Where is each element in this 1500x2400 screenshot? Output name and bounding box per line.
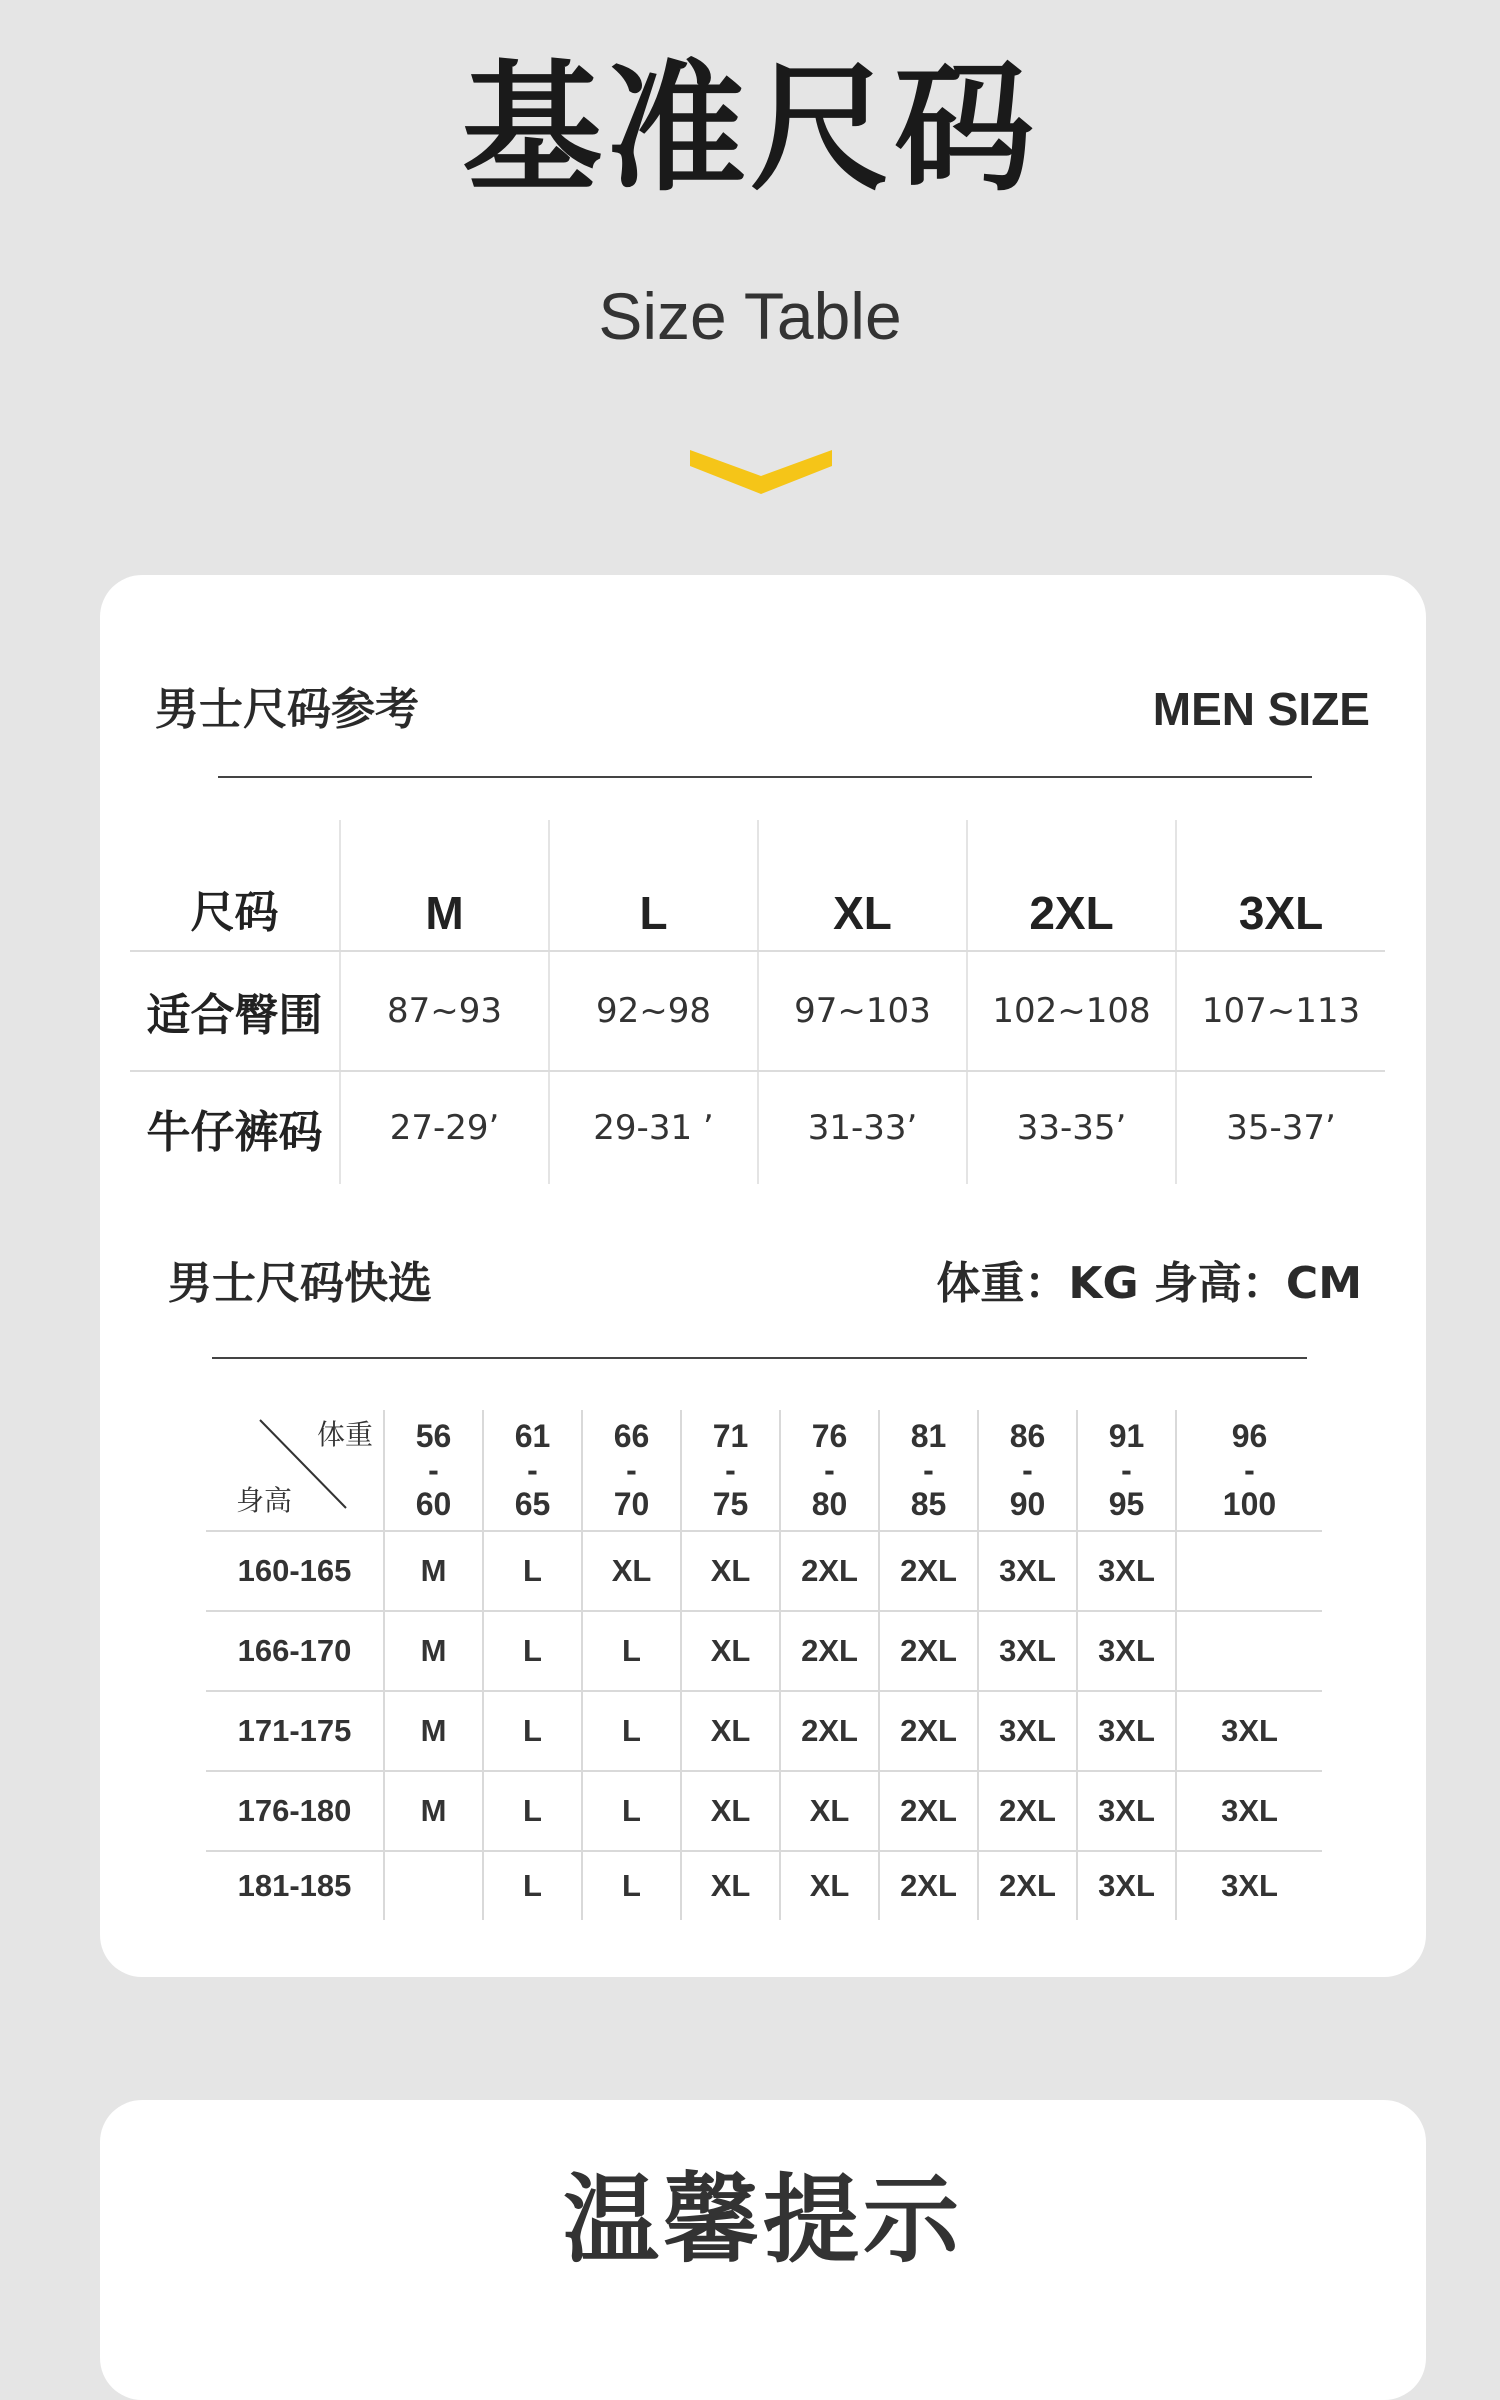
weight-range-header: 71 - 75: [681, 1410, 780, 1531]
size-cell: 2XL: [879, 1851, 978, 1920]
table-row: [206, 1851, 1322, 1920]
units-label: 体重：KG 身高：CM: [936, 1258, 1362, 1309]
quick-select-title: 男士尺码快选: [168, 1258, 432, 1309]
men-size-title-en: MEN SIZE: [1152, 683, 1370, 735]
weight-range-header: 56 - 60: [384, 1410, 483, 1531]
tips-title: 温馨提示: [563, 2164, 963, 2276]
size-cell: 3XL: [1077, 1531, 1176, 1611]
size-cell: L: [483, 1851, 582, 1920]
size-cell: 3XL: [1077, 1771, 1176, 1851]
size-cell: XL: [780, 1851, 879, 1920]
height-range: 166-170: [206, 1611, 384, 1691]
corner-cell: [206, 1410, 384, 1531]
size-cell: 2XL: [978, 1771, 1077, 1851]
column-header: 尺码: [130, 820, 340, 951]
table-row: [130, 1071, 1385, 1184]
size-cell: 2XL: [879, 1611, 978, 1691]
height-range: 171-175: [206, 1691, 384, 1771]
size-cell: M: [384, 1611, 483, 1691]
size-cell: XL: [681, 1771, 780, 1851]
weight-range-header: 86 - 90: [978, 1410, 1077, 1531]
weight-range-header: 66 - 70: [582, 1410, 681, 1531]
table-cell: 35-37’: [1176, 1071, 1385, 1184]
weight-axis-label: 体重: [316, 1418, 373, 1451]
size-cell: L: [582, 1691, 681, 1771]
size-cell: 3XL: [1077, 1851, 1176, 1920]
size-cell: 2XL: [879, 1691, 978, 1771]
height-axis-label: 身高: [236, 1484, 293, 1517]
size-cell: 3XL: [1176, 1851, 1322, 1920]
column-header: M: [340, 820, 549, 951]
size-cell: [1176, 1611, 1322, 1691]
size-cell: XL: [582, 1531, 681, 1611]
table-cell: 97~103: [758, 951, 967, 1071]
size-cell: 3XL: [978, 1691, 1077, 1771]
quick-select-table: [206, 1410, 1322, 1920]
column-header: L: [549, 820, 758, 951]
size-cell: L: [582, 1771, 681, 1851]
column-header: 3XL: [1176, 820, 1385, 951]
column-header: 2XL: [967, 820, 1176, 951]
weight-range-header: 81 - 85: [879, 1410, 978, 1531]
table-cell: 107~113: [1176, 951, 1385, 1071]
table-header-row: [206, 1410, 1322, 1531]
table-cell: 102~108: [967, 951, 1176, 1071]
size-cell: L: [483, 1531, 582, 1611]
size-cell: XL: [681, 1851, 780, 1920]
size-cell: [384, 1851, 483, 1920]
size-cell: L: [483, 1611, 582, 1691]
size-cell: XL: [681, 1691, 780, 1771]
size-cell: 2XL: [780, 1531, 879, 1611]
size-cell: M: [384, 1691, 483, 1771]
weight-range-header: 76 - 80: [780, 1410, 879, 1531]
size-cell: XL: [780, 1771, 879, 1851]
table-row: [206, 1691, 1322, 1771]
table-cell: 92~98: [549, 951, 758, 1071]
size-cell: 3XL: [1176, 1771, 1322, 1851]
size-cell: XL: [681, 1531, 780, 1611]
page-subtitle: Size Table: [598, 279, 902, 353]
section-divider: [212, 1357, 1307, 1359]
table-row: [130, 951, 1385, 1071]
size-cell: L: [483, 1691, 582, 1771]
size-cell: [1176, 1531, 1322, 1611]
size-cell: 3XL: [978, 1531, 1077, 1611]
height-range: 181-185: [237, 1868, 352, 1903]
table-cell: 27-29’: [340, 1071, 549, 1184]
size-cell: 3XL: [1176, 1691, 1322, 1771]
table-cell: 87~93: [340, 951, 549, 1071]
row-label: 适合臀围: [130, 951, 340, 1071]
table-row: [206, 1531, 1322, 1611]
men-size-table: [130, 820, 1385, 1184]
table-row: [206, 1611, 1322, 1691]
column-header: XL: [758, 820, 967, 951]
table-cell: 29-31 ’: [549, 1071, 758, 1184]
size-cell: 2XL: [879, 1531, 978, 1611]
size-cell: L: [582, 1611, 681, 1691]
size-cell: 2XL: [780, 1691, 879, 1771]
men-size-title: 男士尺码参考: [155, 684, 419, 735]
table-cell: 33-35’: [967, 1071, 1176, 1184]
size-cell: XL: [681, 1611, 780, 1691]
table-cell: 31-33’: [758, 1071, 967, 1184]
section-divider: [218, 776, 1312, 778]
row-label: 牛仔裤码: [146, 1107, 323, 1158]
weight-range-header: 96 - 100: [1176, 1410, 1322, 1531]
size-cell: 2XL: [879, 1771, 978, 1851]
size-cell: L: [483, 1771, 582, 1851]
height-range: 160-165: [206, 1531, 384, 1611]
size-cell: 2XL: [780, 1611, 879, 1691]
height-range: 176-180: [206, 1771, 384, 1851]
weight-range-header: 61 - 65: [483, 1410, 582, 1531]
chevron-down-icon: [690, 442, 832, 504]
size-cell: L: [582, 1851, 681, 1920]
size-cell: M: [384, 1771, 483, 1851]
page-title: 基准尺码: [461, 48, 1038, 211]
size-cell: 3XL: [1077, 1691, 1176, 1771]
size-cell: 2XL: [978, 1851, 1077, 1920]
size-cell: 3XL: [1077, 1611, 1176, 1691]
table-header-row: [130, 820, 1385, 951]
size-cell: 3XL: [978, 1611, 1077, 1691]
size-cell: M: [384, 1531, 483, 1611]
weight-range-header: 91 - 95: [1077, 1410, 1176, 1531]
table-row: [206, 1771, 1322, 1851]
